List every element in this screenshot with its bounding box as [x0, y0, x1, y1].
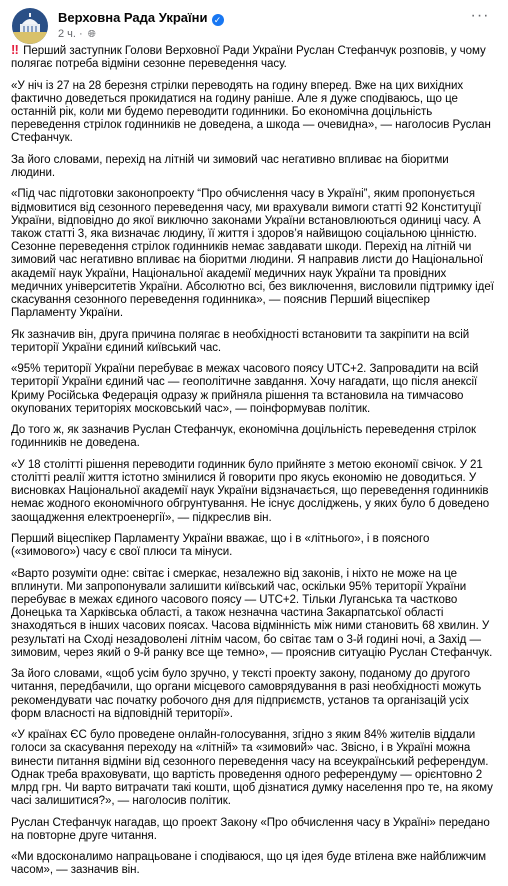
- post-paragraph: «95% території України перебуває в межах часового поясу UTC+2. Запровадити на всій території України єдиний час — геополітичне завдання. Хочу нагадати, що після анексії Криму Російська Федерація одразу ж прийняла рішення та встановила на тимчасово окупованих територіях московський час», — поінформував політик.: [11, 363, 479, 415]
- post-header: [12, 8, 492, 44]
- post-paragraph: Руслан Стефанчук нагадав, що проект Закону «Про обчислення часу в Україні» передано на повторне друге читання.: [11, 816, 490, 842]
- post-time[interactable]: 2 ч.: [58, 28, 76, 40]
- globe-icon: 🌐︎: [87, 29, 96, 40]
- post-paragraph: «Під час підготовки законопроекту “Про обчислення часу в Україні”, яким пропонується відмовитися від сезонного переведення часу, ми врахували вимоги статті 92 Конституції України, відповідно до якої виключно законами України встановлюються одиниці часу. А також статті 3, яка визначає людину, її життя і здоров’я найвищою соціальною цінністю. Сезонне переведення стрілок годинників немає завдавати шкоди. Перехід на літній чи зимовий час негативно впливає на біоритми людини. Я направив листи до Національної академії наук України, Національної академії медичних наук України та провідних медичних університетів України. Абсолютно всі, без виключення, висловили підтримку ідеї скасування сезонного переведення годинника», — пояснив Перший віцеспікер Парламенту України.: [11, 188, 494, 320]
- post-meta: [58, 28, 96, 40]
- post-paragraph: Перший віцеспікер Парламенту України вважає, що і в «літнього», і в поясного («зимового») часу є свої плюси та мінуси.: [11, 533, 430, 559]
- verified-badge-icon: ✓: [212, 14, 224, 26]
- post-paragraph: «У країнах ЄС було проведене онлайн-голосування, згідно з яким 84% жителів віддали голоси за скасування переходу на «літній» та «зимовий» час. Звісно, і в Україні можна винести питання відміни від сезонного переведення часу на всеукраїнський референдум. Однак треба враховувати, що вартість проведення одного референдуму — орієнтовно 2 млрд грн. Чи варто витрачати такі кошти, щоб дізнатися думку населення про те, на якому часі залишитися?», — наголосив політик.: [11, 729, 493, 808]
- post-body: [11, 43, 495, 886]
- post-paragraph: До того ж, як зазначив Руслан Стефанчук, економічна доцільність переведення стрілок годинників не доведена.: [11, 424, 476, 450]
- more-options-button[interactable]: ···: [470, 7, 490, 24]
- post-paragraph: «Ми вдосконалимо напрацьоване і сподіваюся, що ця ідея буде втілена вже найближчим часом», — зазначив він.: [11, 851, 487, 877]
- page-name[interactable]: [58, 10, 224, 26]
- double-exclamation-icon: ‼: [11, 42, 19, 57]
- post-paragraph: За його словами, перехід на літній чи зимовий час негативно впливає на біоритми людини.: [11, 153, 449, 179]
- page-avatar[interactable]: [12, 8, 48, 44]
- post-paragraph: [11, 43, 495, 71]
- paragraph-text: Перший заступник Голови Верховної Ради України Руслан Стефанчук розповів, у чому полягає потреба відміни сезонне переведення часу.: [11, 45, 486, 71]
- post-paragraph: «Варто розуміти одне: світає і смеркає, незалежно від законів, і ніхто не може на це вплинути. Ми запропонували залишити київський час, оскільки 95% території України перебуває в межах єдиного часового поясу — UTC+2. Тільки Луганська та частково Донецька та Харківська області, а також незначна частина Закарпатської області знаходяться в інших часових поясах. Часова відмінність між ними становить 68 хвилин. У результаті на Сході незадоволені літнім часом, бо світає там о 3-й годині ночі, а Захід — зимовим, через який о 9-й ранку все ще темно», — прояснив ситуацію Руслан Стефанчук.: [11, 567, 493, 659]
- parliament-logo-icon: [12, 8, 48, 44]
- post-paragraph: «У ніч із 27 на 28 березня стрілки переводять на годину вперед. Вже на цих вихідних фактично доведеться прокидатися на годину раніше. Але я дуже сподіваюсь, що це останній рік, коли ми будемо переводити годинники. Бо економічна доцільність переведення стрілок годинників не доведена, а шкода — очевидна», — наголосив Руслан Стефанчук.: [11, 79, 491, 145]
- dot-separator: ·: [79, 28, 83, 40]
- post-paragraph: За його словами, «щоб усім було зручно, у тексті проекту закону, поданому до другого читання, передбачили, що органи місцевого самоврядування в разі необхідності можуть рекомендувати час початку робочого дня для підприємств, установ та організацій усіх форм власності на відповідній території».: [11, 668, 482, 720]
- post-paragraph: Як зазначив він, друга причина полягає в необхідності встановити та закріпити на всій території України єдиний київський час.: [11, 328, 470, 354]
- post-paragraph: «У 18 столітті рішення переводити годинник було прийняте з метою економії свічок. У 21 столітті реалії життя істотно змінилися й говорити про якусь економію не доводиться. У висновках Національної академії наук України відзначається, що переведення годинників немає жодного економічного обгрунтування. Не існує досліджень, у яких було б доведено зaощадження електроенергії», — підкреслив він.: [11, 458, 490, 524]
- page-name-text[interactable]: Верховна Рада України: [58, 10, 208, 25]
